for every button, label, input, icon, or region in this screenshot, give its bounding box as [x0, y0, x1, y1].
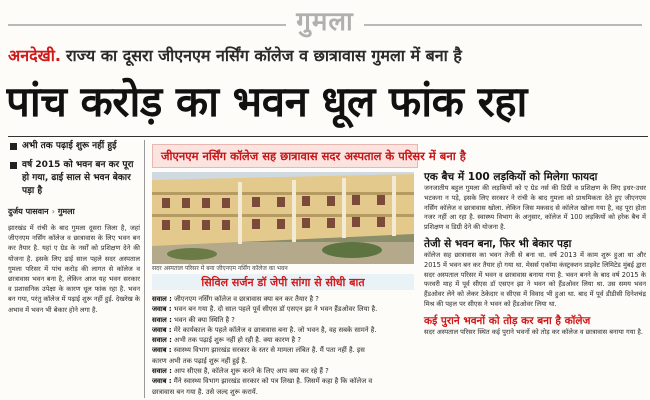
right-column: [424, 170, 646, 400]
left-body-text: झारखंड में रांची के बाद गुमला दूसरा जिला है, जहां जीएनएम नर्सिंग कॉलेज व छात्रावास के लिए भवन बन कर तैयार है. यहां ए ग्रेड के नर्सों को प्रशिक्षण देने की योजना है. इसके लिए ढाई साल पहले सदर अस्पताल गुमला परिसर में पांच करोड़ की लागत से कॉलेज व छात्रावास भवन बना है, लेकिन आज यह भवन सरकार व प्रशासनिक उपेक्षा के कारण धूल फांक रहा है. भवन बन गया, परंतु कॉलेज में पढ़ाई शुरू नहीं हुई. देखरेख के अभाव में भवन भी बेकार होने लगा है.: [8, 224, 140, 314]
highlight-item: अभी तक पढ़ाई शुरू नहीं हुई: [8, 140, 140, 153]
photo-caption: सदर अस्पताल परिसर में बना जीएनएम नर्सिंग कॉलेज का भवन: [152, 265, 288, 272]
interview-qa: [152, 294, 416, 398]
highlight-item: वर्ष 2015 को भवन बन कर पूरा हो गया, ढाई साल से भवन बेकार पड़ा है: [8, 159, 140, 198]
byline-author: दुर्जय पासवान: [8, 207, 49, 216]
qa-line: जवाब : भवन बन गया है. दो साल पहले पूर्व सीएस डॉ एसएन झा ने भवन हैंडओवर लिया है.: [152, 305, 378, 314]
building-photo: [152, 172, 414, 264]
bullet-square-icon: [10, 143, 17, 150]
right-body-construction: कॉलेज सह छात्रावास का भवन तेजी से बना था. वर्ष 2013 में काम शुरू हुआ था और 2015 में भवन बन कर तैयार हो गया था. मेसर्स एकॉमा कंस्ट्रक्शन प्राइवेट लिमिटेड मुंबई द्वारा सदर अस्पताल परिसर में भवन व छात्रावास बनाया गया है. भवन बनने के बाद वर्ष 2015 के फरवरी माह में पूर्व सीएस डॉ एसएन झा ने भवन को हैंडओवर लिया था. उस समय भवन हैंडओवर लेने को लेकर ठेकेदार व सीएस में विवाद भी हुआ था. बाद में पूर्व डीडीसी दिनेशचंद्र मिश्र की पहल पर सीएस ने भवन को हैंडओवर लिया था.: [424, 250, 646, 308]
right-body-old-buildings: सदर अस्पताल परिसर स्थित कई पुराने भवनों को तोड़ कर कॉलेज व छात्रावास बनाया गया है.: [424, 327, 643, 336]
subheading-text: जीएनएम नर्सिंग कॉलेज सह छात्रावास सदर अस्पताल के परिसर में बना है: [161, 148, 466, 163]
qa-line: जवाब : मेरे कार्यकाल के पहले कॉलेज व छात्रावास बना है. जो भवन है, वह सबके सामने है.: [152, 325, 377, 334]
qa-line: सवाल : जीएनएम नर्सिंग कॉलेज व छात्रावास क्या बन कर तैयार है ?: [152, 295, 319, 303]
byline-place: गुमला: [57, 207, 75, 216]
right-heading-batch: एक बैच में 100 लड़कियों को मिलेगा फायदा: [424, 171, 598, 183]
qa-line: कारण अभी तक पढ़ाई शुरू नहीं हुई है.: [152, 356, 248, 365]
bullet-square-icon: [10, 162, 17, 169]
qa-line: सवाल : भवन की क्या स्थिति है ?: [152, 315, 235, 324]
qa-line: सवाल : आप सीएस है, कॉलेज शुरू करने के लिए आप क्या कर रहे हैं ?: [152, 367, 329, 376]
right-body-batch: जनजातीय बहुल गुमला की लड़कियों को ए ग्रेड नर्स की डिग्री व प्रशिक्षण के लिए इधर-उधर भटकना न पड़े, इसके लिए सरकार ने रांची के बाद गुमला को प्राथमिकता देते हुए जीएनएम नर्सिंग कॉलेज व छात्रावास खोला. लेकिन जिस मकसद से कॉलेज खोला गया है, वह पूरा होता नजर नहीं आ रहा है. स्वास्थ्य विभाग के अनुसार, कॉलेज में 100 लड़कियों को हरेक बैच में प्रशिक्षण व डिग्री देने की योजना है.: [424, 184, 646, 232]
qa-line: जवाब : मैंने स्वास्थ्य विभाग झारखंड सरकार को पत्र लिखा है. जिसमें कहा है कि कॉलेज व: [152, 377, 373, 386]
byline: दुर्जय पासवान › गुमला: [8, 207, 75, 216]
column-divider: [144, 140, 145, 398]
highlights-list: [8, 140, 140, 198]
headline: पांच करोड़ का भवन धूल फांक रहा: [6, 77, 527, 126]
city-name: गुमला: [286, 7, 364, 37]
subheading-banner: [152, 144, 466, 168]
qa-line: जवाब : स्वास्थ्य विभाग झारखंड सरकार के स्तर से मामला लंबित है. मैं पता नहीं है. इस: [152, 346, 365, 355]
interview-banner: [152, 274, 414, 290]
right-heading-old-buildings: कई पुराने भवनों को तोड़ कर बना है कॉलेज: [424, 314, 591, 327]
headline-rule: [8, 136, 648, 137]
qa-line: सवाल : अभी तक पढ़ाई शुरू नहीं हो रही है. क्या कारण है ?: [152, 336, 301, 345]
qa-line: छात्रावास बन गया है. उसे जल्द शुरू करायें.: [152, 387, 258, 396]
left-column: [8, 140, 140, 400]
right-heading-construction: तेजी से भवन बना, फिर भी बेकार पड़ा: [424, 237, 572, 250]
kicker-label: अनदेखी.: [8, 46, 61, 65]
interview-heading: सिविल सर्जन डॉ जेपी सांगा से सीधी बात: [201, 275, 365, 289]
kicker: [8, 44, 648, 70]
masthead: [0, 0, 650, 42]
building-photo-illustration: [152, 172, 414, 264]
kicker-text: राज्य का दूसरा जीएनएम नर्सिंग कॉलेज व छात्रावास गुमला में बना है: [66, 46, 462, 65]
